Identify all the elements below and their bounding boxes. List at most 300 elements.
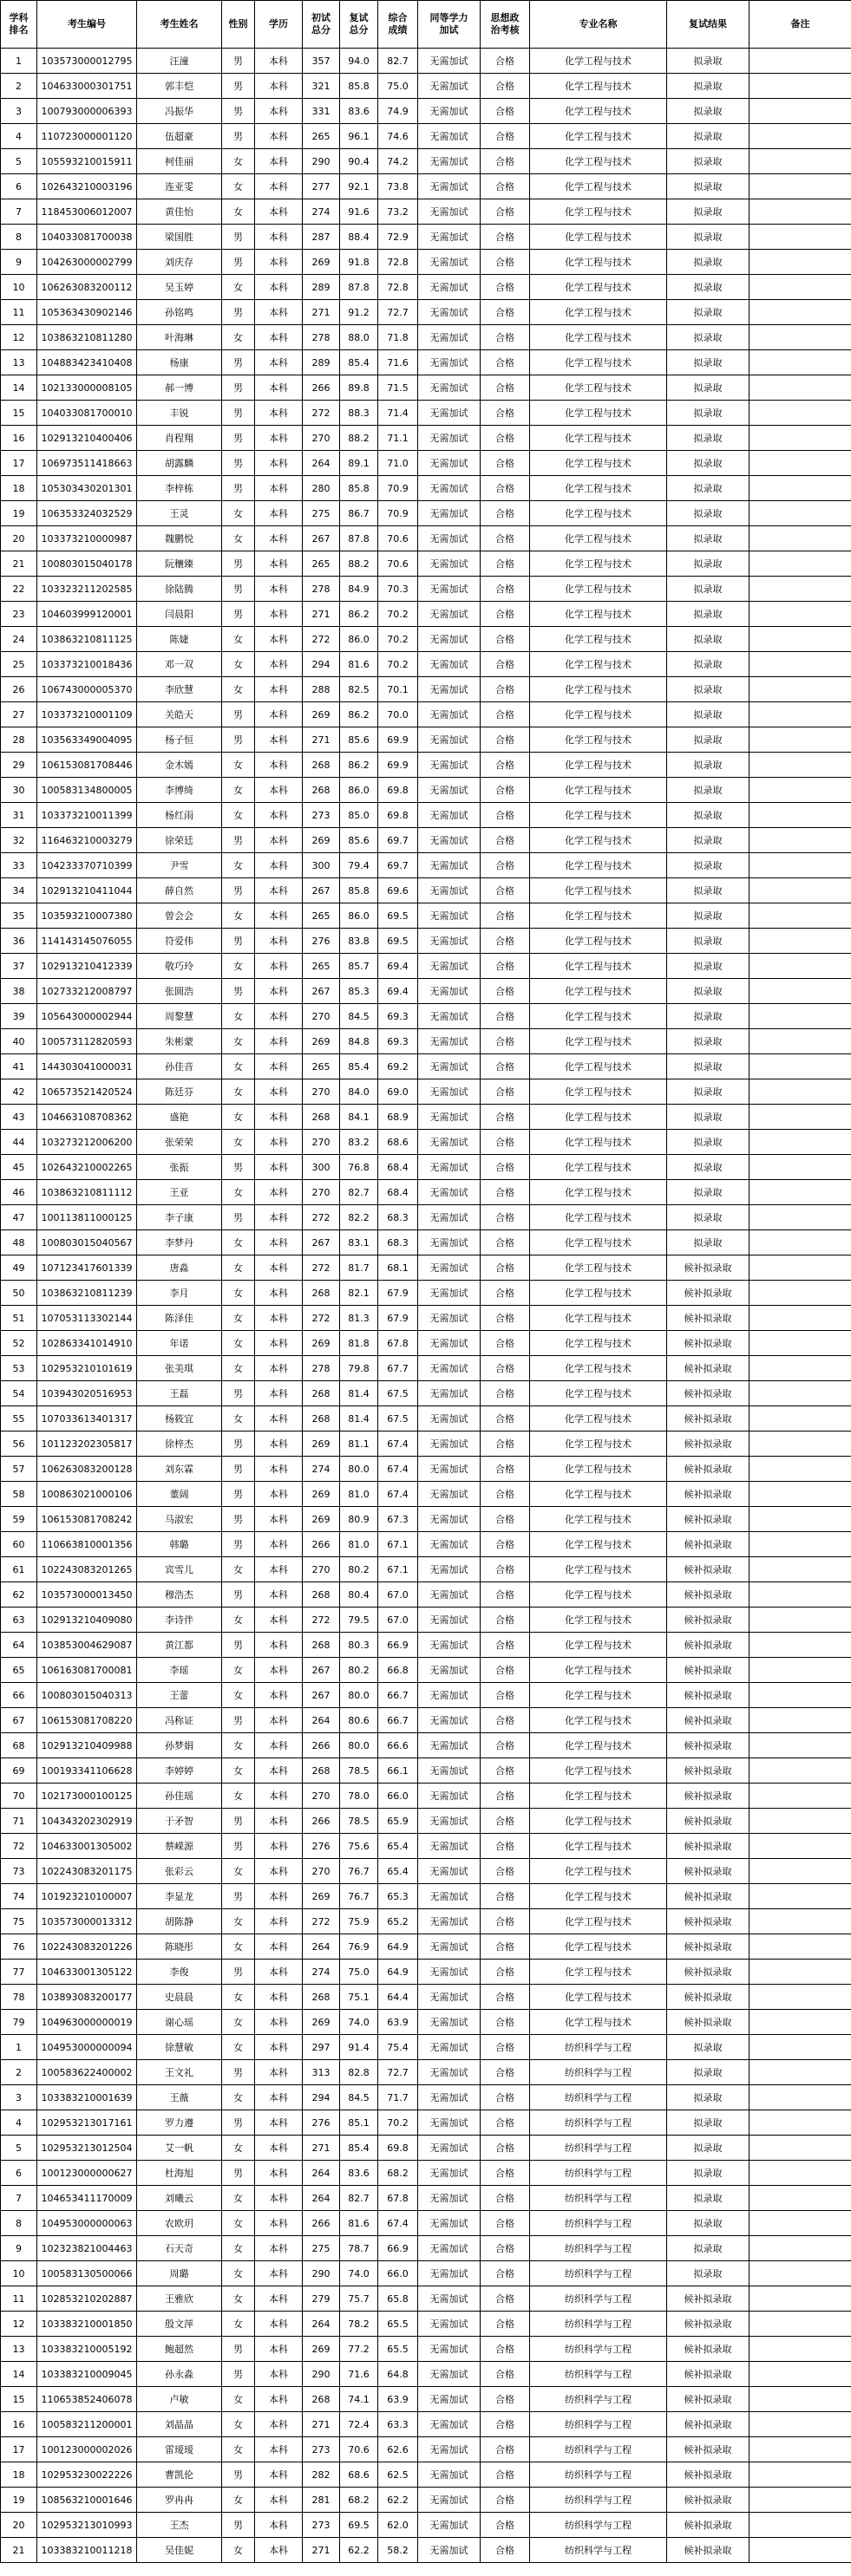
- cell-retest-score: 85.4: [340, 350, 378, 375]
- cell-retest-score: 81.8: [340, 1331, 378, 1356]
- cell-major: 纺织科学与工程: [530, 2236, 667, 2261]
- cell-result: 候补拟录取: [667, 1733, 750, 1758]
- cell-political-review: 合格: [481, 375, 530, 401]
- cell-rank: 56: [1, 1431, 37, 1457]
- cell-initial-score: 272: [303, 1255, 340, 1281]
- cell-political-review: 合格: [481, 2060, 530, 2085]
- cell-extra-test: 无需加试: [418, 325, 481, 350]
- cell-education: 本科: [255, 2136, 303, 2161]
- cell-total-score: 65.4: [378, 1859, 418, 1884]
- cell-id: 104343202302919: [37, 1809, 137, 1834]
- cell-name: 陈婕: [137, 627, 222, 652]
- cell-id: 106263083200128: [37, 1457, 137, 1482]
- table-row: [1, 1683, 851, 1708]
- cell-total-score: 66.8: [378, 1658, 418, 1683]
- cell-extra-test: 无需加试: [418, 300, 481, 325]
- cell-name: 郝一博: [137, 375, 222, 401]
- cell-retest-score: 81.4: [340, 1381, 378, 1406]
- cell-result: 拟录取: [667, 652, 750, 677]
- cell-retest-score: 91.2: [340, 300, 378, 325]
- cell-id: 102643210002265: [37, 1155, 137, 1180]
- cell-remark: [750, 1934, 851, 1960]
- cell-major: 化学工程与技术: [530, 1834, 667, 1859]
- cell-gender: 女: [222, 275, 255, 300]
- cell-rank: 8: [1, 225, 37, 250]
- cell-result: 候补拟录取: [667, 1532, 750, 1557]
- cell-remark: [750, 1633, 851, 1658]
- table-row: [1, 1356, 851, 1381]
- cell-name: 张彩云: [137, 1859, 222, 1884]
- cell-name: 冯振华: [137, 99, 222, 124]
- cell-gender: 女: [222, 2488, 255, 2513]
- table-row: [1, 1608, 851, 1633]
- cell-result: 候补拟录取: [667, 1658, 750, 1683]
- cell-retest-score: 82.2: [340, 1205, 378, 1230]
- cell-rank: 49: [1, 1255, 37, 1281]
- cell-major: 纺织科学与工程: [530, 2312, 667, 2337]
- cell-total-score: 66.0: [378, 1784, 418, 1809]
- cell-name: 阮穰臻: [137, 551, 222, 577]
- cell-name: 罗冉冉: [137, 2488, 222, 2513]
- cell-education: 本科: [255, 1507, 303, 1532]
- cell-result: 拟录取: [667, 225, 750, 250]
- cell-retest-score: 86.0: [340, 778, 378, 803]
- cell-initial-score: 265: [303, 903, 340, 929]
- cell-id: 102953210101619: [37, 1356, 137, 1381]
- cell-extra-test: 无需加试: [418, 501, 481, 526]
- cell-extra-test: 无需加试: [418, 727, 481, 753]
- cell-initial-score: 271: [303, 727, 340, 753]
- cell-major: 纺织科学与工程: [530, 2462, 667, 2488]
- cell-total-score: 64.9: [378, 1960, 418, 1985]
- cell-initial-score: 269: [303, 1331, 340, 1356]
- cell-gender: 女: [222, 1658, 255, 1683]
- cell-total-score: 66.9: [378, 1633, 418, 1658]
- cell-name: 徐慧敏: [137, 2035, 222, 2060]
- cell-total-score: 58.2: [378, 2538, 418, 2563]
- cell-education: 本科: [255, 74, 303, 99]
- cell-name: 谢心瑶: [137, 2010, 222, 2035]
- cell-result: 拟录取: [667, 954, 750, 979]
- cell-gender: 男: [222, 300, 255, 325]
- cell-rank: 10: [1, 275, 37, 300]
- cell-total-score: 69.7: [378, 828, 418, 853]
- cell-political-review: 合格: [481, 1582, 530, 1608]
- cell-retest-score: 85.1: [340, 2110, 378, 2136]
- table-row: [1, 2337, 851, 2362]
- cell-total-score: 68.9: [378, 1105, 418, 1130]
- cell-retest-score: 88.2: [340, 426, 378, 451]
- table-row: [1, 1784, 851, 1809]
- cell-id: 106163081700081: [37, 1658, 137, 1683]
- cell-result: 拟录取: [667, 174, 750, 199]
- cell-extra-test: 无需加试: [418, 1230, 481, 1255]
- cell-major: 化学工程与技术: [530, 275, 667, 300]
- cell-education: 本科: [255, 401, 303, 426]
- cell-extra-test: 无需加试: [418, 1658, 481, 1683]
- cell-extra-test: 无需加试: [418, 1105, 481, 1130]
- cell-initial-score: 264: [303, 451, 340, 476]
- cell-gender: 女: [222, 1306, 255, 1331]
- cell-political-review: 合格: [481, 1381, 530, 1406]
- cell-result: 拟录取: [667, 677, 750, 702]
- table-row: [1, 627, 851, 652]
- cell-retest-score: 62.2: [340, 2538, 378, 2563]
- cell-major: 化学工程与技术: [530, 1306, 667, 1331]
- cell-gender: 女: [222, 1608, 255, 1633]
- cell-initial-score: 267: [303, 979, 340, 1004]
- cell-initial-score: 290: [303, 2362, 340, 2387]
- cell-major: 化学工程与技术: [530, 225, 667, 250]
- cell-major: 化学工程与技术: [530, 929, 667, 954]
- cell-result: 候补拟录取: [667, 2412, 750, 2437]
- cell-extra-test: 无需加试: [418, 275, 481, 300]
- cell-rank: 4: [1, 2110, 37, 2136]
- cell-extra-test: 无需加试: [418, 1130, 481, 1155]
- table-row: [1, 702, 851, 727]
- cell-extra-test: 无需加试: [418, 803, 481, 828]
- cell-rank: 70: [1, 1784, 37, 1809]
- table-row: [1, 2236, 851, 2261]
- cell-political-review: 合格: [481, 2337, 530, 2362]
- cell-education: 本科: [255, 1934, 303, 1960]
- cell-education: 本科: [255, 2488, 303, 2513]
- cell-initial-score: 268: [303, 1985, 340, 2010]
- cell-political-review: 合格: [481, 2286, 530, 2312]
- cell-political-review: 合格: [481, 1608, 530, 1633]
- cell-gender: 男: [222, 1884, 255, 1909]
- cell-major: 化学工程与技术: [530, 1381, 667, 1406]
- cell-name: 伍超豪: [137, 124, 222, 149]
- cell-result: 候补拟录取: [667, 1960, 750, 1985]
- cell-retest-score: 79.8: [340, 1356, 378, 1381]
- cell-extra-test: 无需加试: [418, 2286, 481, 2312]
- cell-total-score: 64.4: [378, 1985, 418, 2010]
- cell-major: 化学工程与技术: [530, 1934, 667, 1960]
- cell-remark: [750, 1658, 851, 1683]
- cell-rank: 7: [1, 199, 37, 225]
- cell-remark: [750, 1507, 851, 1532]
- table-row: [1, 1205, 851, 1230]
- table-row: [1, 878, 851, 903]
- cell-remark: [750, 652, 851, 677]
- cell-extra-test: 无需加试: [418, 878, 481, 903]
- cell-id: 102243083201265: [37, 1557, 137, 1582]
- cell-total-score: 75.0: [378, 74, 418, 99]
- cell-initial-score: 277: [303, 174, 340, 199]
- table-row: [1, 1532, 851, 1557]
- cell-id: 118453006012007: [37, 199, 137, 225]
- table-row: [1, 1457, 851, 1482]
- table-row: [1, 1985, 851, 2010]
- cell-result: 拟录取: [667, 350, 750, 375]
- cell-initial-score: 269: [303, 1431, 340, 1457]
- cell-political-review: 合格: [481, 2412, 530, 2437]
- cell-rank: 15: [1, 401, 37, 426]
- cell-total-score: 71.1: [378, 426, 418, 451]
- cell-rank: 61: [1, 1557, 37, 1582]
- cell-retest-score: 74.1: [340, 2387, 378, 2412]
- cell-political-review: 合格: [481, 1205, 530, 1230]
- cell-remark: [750, 174, 851, 199]
- table-row: [1, 199, 851, 225]
- cell-rank: 66: [1, 1683, 37, 1708]
- header-retest-score: 复试 总分: [340, 1, 378, 49]
- cell-total-score: 62.2: [378, 2488, 418, 2513]
- cell-education: 本科: [255, 501, 303, 526]
- cell-id: 103943020516953: [37, 1381, 137, 1406]
- cell-name: 金木嫣: [137, 753, 222, 778]
- cell-name: 王文礼: [137, 2060, 222, 2085]
- cell-rank: 29: [1, 753, 37, 778]
- table-row: [1, 2161, 851, 2186]
- cell-remark: [750, 2462, 851, 2488]
- cell-remark: [750, 2035, 851, 2060]
- cell-major: 化学工程与技术: [530, 49, 667, 74]
- cell-retest-score: 85.3: [340, 979, 378, 1004]
- cell-name: 郭丰恺: [137, 74, 222, 99]
- cell-remark: [750, 1356, 851, 1381]
- cell-remark: [750, 677, 851, 702]
- cell-id: 100583622400002: [37, 2060, 137, 2085]
- cell-rank: 21: [1, 2538, 37, 2563]
- cell-total-score: 82.7: [378, 49, 418, 74]
- cell-remark: [750, 49, 851, 74]
- cell-rank: 42: [1, 1079, 37, 1105]
- cell-extra-test: 无需加试: [418, 149, 481, 174]
- cell-gender: 男: [222, 401, 255, 426]
- cell-gender: 男: [222, 551, 255, 577]
- table-row: [1, 1884, 851, 1909]
- cell-id: 107053113302144: [37, 1306, 137, 1331]
- cell-major: 化学工程与技术: [530, 1054, 667, 1079]
- cell-rank: 16: [1, 426, 37, 451]
- cell-total-score: 75.4: [378, 2035, 418, 2060]
- cell-gender: 女: [222, 1054, 255, 1079]
- cell-rank: 64: [1, 1633, 37, 1658]
- cell-extra-test: 无需加试: [418, 2085, 481, 2110]
- cell-initial-score: 270: [303, 1130, 340, 1155]
- cell-remark: [750, 2261, 851, 2286]
- cell-result: 候补拟录取: [667, 1985, 750, 2010]
- cell-rank: 54: [1, 1381, 37, 1406]
- cell-political-review: 合格: [481, 1507, 530, 1532]
- cell-remark: [750, 2312, 851, 2337]
- cell-retest-score: 87.8: [340, 275, 378, 300]
- cell-political-review: 合格: [481, 727, 530, 753]
- cell-extra-test: 无需加试: [418, 2387, 481, 2412]
- cell-political-review: 合格: [481, 702, 530, 727]
- cell-gender: 女: [222, 1105, 255, 1130]
- cell-result: 拟录取: [667, 727, 750, 753]
- cell-retest-score: 69.5: [340, 2513, 378, 2538]
- cell-rank: 8: [1, 2211, 37, 2236]
- cell-political-review: 合格: [481, 1733, 530, 1758]
- cell-retest-score: 85.6: [340, 727, 378, 753]
- cell-major: 化学工程与技术: [530, 350, 667, 375]
- cell-name: 杨红雨: [137, 803, 222, 828]
- cell-total-score: 65.5: [378, 2337, 418, 2362]
- cell-id: 102913210409988: [37, 1733, 137, 1758]
- cell-retest-score: 82.1: [340, 1281, 378, 1306]
- cell-id: 101923210100007: [37, 1884, 137, 1909]
- cell-result: 候补拟录取: [667, 1331, 750, 1356]
- cell-political-review: 合格: [481, 2211, 530, 2236]
- cell-extra-test: 无需加试: [418, 1054, 481, 1079]
- cell-id: 100793000006393: [37, 99, 137, 124]
- cell-education: 本科: [255, 1733, 303, 1758]
- cell-rank: 24: [1, 627, 37, 652]
- cell-major: 纺织科学与工程: [530, 2161, 667, 2186]
- cell-total-score: 65.4: [378, 1834, 418, 1859]
- cell-major: 化学工程与技术: [530, 451, 667, 476]
- cell-retest-score: 75.7: [340, 2286, 378, 2312]
- cell-political-review: 合格: [481, 2362, 530, 2387]
- cell-gender: 女: [222, 2387, 255, 2412]
- cell-id: 100113811000125: [37, 1205, 137, 1230]
- cell-id: 105303430201301: [37, 476, 137, 501]
- cell-political-review: 合格: [481, 199, 530, 225]
- cell-result: 拟录取: [667, 1155, 750, 1180]
- cell-extra-test: 无需加试: [418, 1331, 481, 1356]
- cell-name: 胡陈静: [137, 1909, 222, 1934]
- cell-name: 李梦丹: [137, 1230, 222, 1255]
- cell-education: 本科: [255, 979, 303, 1004]
- cell-political-review: 合格: [481, 2387, 530, 2412]
- cell-extra-test: 无需加试: [418, 1582, 481, 1608]
- cell-gender: 女: [222, 1230, 255, 1255]
- cell-education: 本科: [255, 1079, 303, 1105]
- cell-id: 102953213017161: [37, 2110, 137, 2136]
- cell-name: 杜海旭: [137, 2161, 222, 2186]
- cell-extra-test: 无需加试: [418, 174, 481, 199]
- cell-retest-score: 91.4: [340, 2035, 378, 2060]
- cell-initial-score: 270: [303, 1859, 340, 1884]
- table-row: [1, 1331, 851, 1356]
- cell-name: 孙永淼: [137, 2362, 222, 2387]
- cell-education: 本科: [255, 2161, 303, 2186]
- cell-result: 拟录取: [667, 1079, 750, 1105]
- cell-retest-score: 91.8: [340, 250, 378, 275]
- cell-political-review: 合格: [481, 1281, 530, 1306]
- cell-total-score: 63.3: [378, 2412, 418, 2437]
- cell-major: 化学工程与技术: [530, 1960, 667, 1985]
- cell-retest-score: 84.0: [340, 1079, 378, 1105]
- cell-result: 拟录取: [667, 2186, 750, 2211]
- cell-rank: 32: [1, 828, 37, 853]
- cell-major: 化学工程与技术: [530, 401, 667, 426]
- header-extra-test: 同等学力 加试: [418, 1, 481, 49]
- cell-gender: 女: [222, 1733, 255, 1758]
- cell-rank: 63: [1, 1608, 37, 1633]
- cell-retest-score: 84.8: [340, 1029, 378, 1054]
- cell-initial-score: 272: [303, 1306, 340, 1331]
- cell-id: 102133000008105: [37, 375, 137, 401]
- cell-retest-score: 83.6: [340, 99, 378, 124]
- cell-education: 本科: [255, 1230, 303, 1255]
- cell-rank: 3: [1, 2085, 37, 2110]
- cell-major: 化学工程与技术: [530, 627, 667, 652]
- cell-major: 纺织科学与工程: [530, 2362, 667, 2387]
- cell-remark: [750, 1180, 851, 1205]
- cell-result: 拟录取: [667, 903, 750, 929]
- cell-political-review: 合格: [481, 803, 530, 828]
- cell-education: 本科: [255, 1180, 303, 1205]
- table-row: [1, 1582, 851, 1608]
- cell-result: 拟录取: [667, 803, 750, 828]
- cell-id: 104233370710399: [37, 853, 137, 878]
- cell-extra-test: 无需加试: [418, 2488, 481, 2513]
- cell-education: 本科: [255, 2010, 303, 2035]
- cell-initial-score: 269: [303, 1507, 340, 1532]
- table-row: [1, 350, 851, 375]
- cell-name: 徐梓杰: [137, 1431, 222, 1457]
- header-education: 学历: [255, 1, 303, 49]
- cell-remark: [750, 803, 851, 828]
- cell-id: 116463210003279: [37, 828, 137, 853]
- cell-total-score: 70.0: [378, 702, 418, 727]
- cell-major: 纺织科学与工程: [530, 2437, 667, 2462]
- cell-id: 103373210011399: [37, 803, 137, 828]
- cell-gender: 女: [222, 803, 255, 828]
- cell-total-score: 70.1: [378, 677, 418, 702]
- cell-initial-score: 271: [303, 2538, 340, 2563]
- cell-name: 陈泽佳: [137, 1306, 222, 1331]
- cell-total-score: 70.6: [378, 526, 418, 551]
- cell-major: 纺织科学与工程: [530, 2261, 667, 2286]
- cell-gender: 女: [222, 2286, 255, 2312]
- cell-education: 本科: [255, 2362, 303, 2387]
- cell-remark: [750, 1331, 851, 1356]
- table-row: [1, 1934, 851, 1960]
- cell-extra-test: 无需加试: [418, 1784, 481, 1809]
- cell-initial-score: 268: [303, 1582, 340, 1608]
- cell-major: 化学工程与技术: [530, 753, 667, 778]
- cell-initial-score: 272: [303, 1608, 340, 1633]
- cell-extra-test: 无需加试: [418, 1985, 481, 2010]
- cell-political-review: 合格: [481, 526, 530, 551]
- cell-id: 100123000000627: [37, 2161, 137, 2186]
- cell-major: 化学工程与技术: [530, 1482, 667, 1507]
- table-row: [1, 1155, 851, 1180]
- cell-total-score: 71.6: [378, 350, 418, 375]
- cell-rank: 20: [1, 2513, 37, 2538]
- cell-result: 候补拟录取: [667, 2387, 750, 2412]
- cell-name: 盛艳: [137, 1105, 222, 1130]
- cell-total-score: 69.5: [378, 929, 418, 954]
- cell-result: 候补拟录取: [667, 1431, 750, 1457]
- cell-id: 103323211202585: [37, 577, 137, 602]
- table-row: [1, 2035, 851, 2060]
- cell-result: 候补拟录取: [667, 2010, 750, 2035]
- cell-initial-score: 269: [303, 1482, 340, 1507]
- cell-id: 100583130500066: [37, 2261, 137, 2286]
- cell-retest-score: 81.0: [340, 1532, 378, 1557]
- cell-total-score: 63.9: [378, 2010, 418, 2035]
- cell-extra-test: 无需加试: [418, 451, 481, 476]
- cell-retest-score: 72.4: [340, 2412, 378, 2437]
- cell-gender: 女: [222, 199, 255, 225]
- table-row: [1, 1281, 851, 1306]
- cell-extra-test: 无需加试: [418, 828, 481, 853]
- cell-total-score: 62.0: [378, 2513, 418, 2538]
- cell-major: 化学工程与技术: [530, 577, 667, 602]
- cell-remark: [750, 2513, 851, 2538]
- cell-extra-test: 无需加试: [418, 1532, 481, 1557]
- cell-gender: 男: [222, 1482, 255, 1507]
- cell-gender: 男: [222, 1809, 255, 1834]
- cell-name: 薛自然: [137, 878, 222, 903]
